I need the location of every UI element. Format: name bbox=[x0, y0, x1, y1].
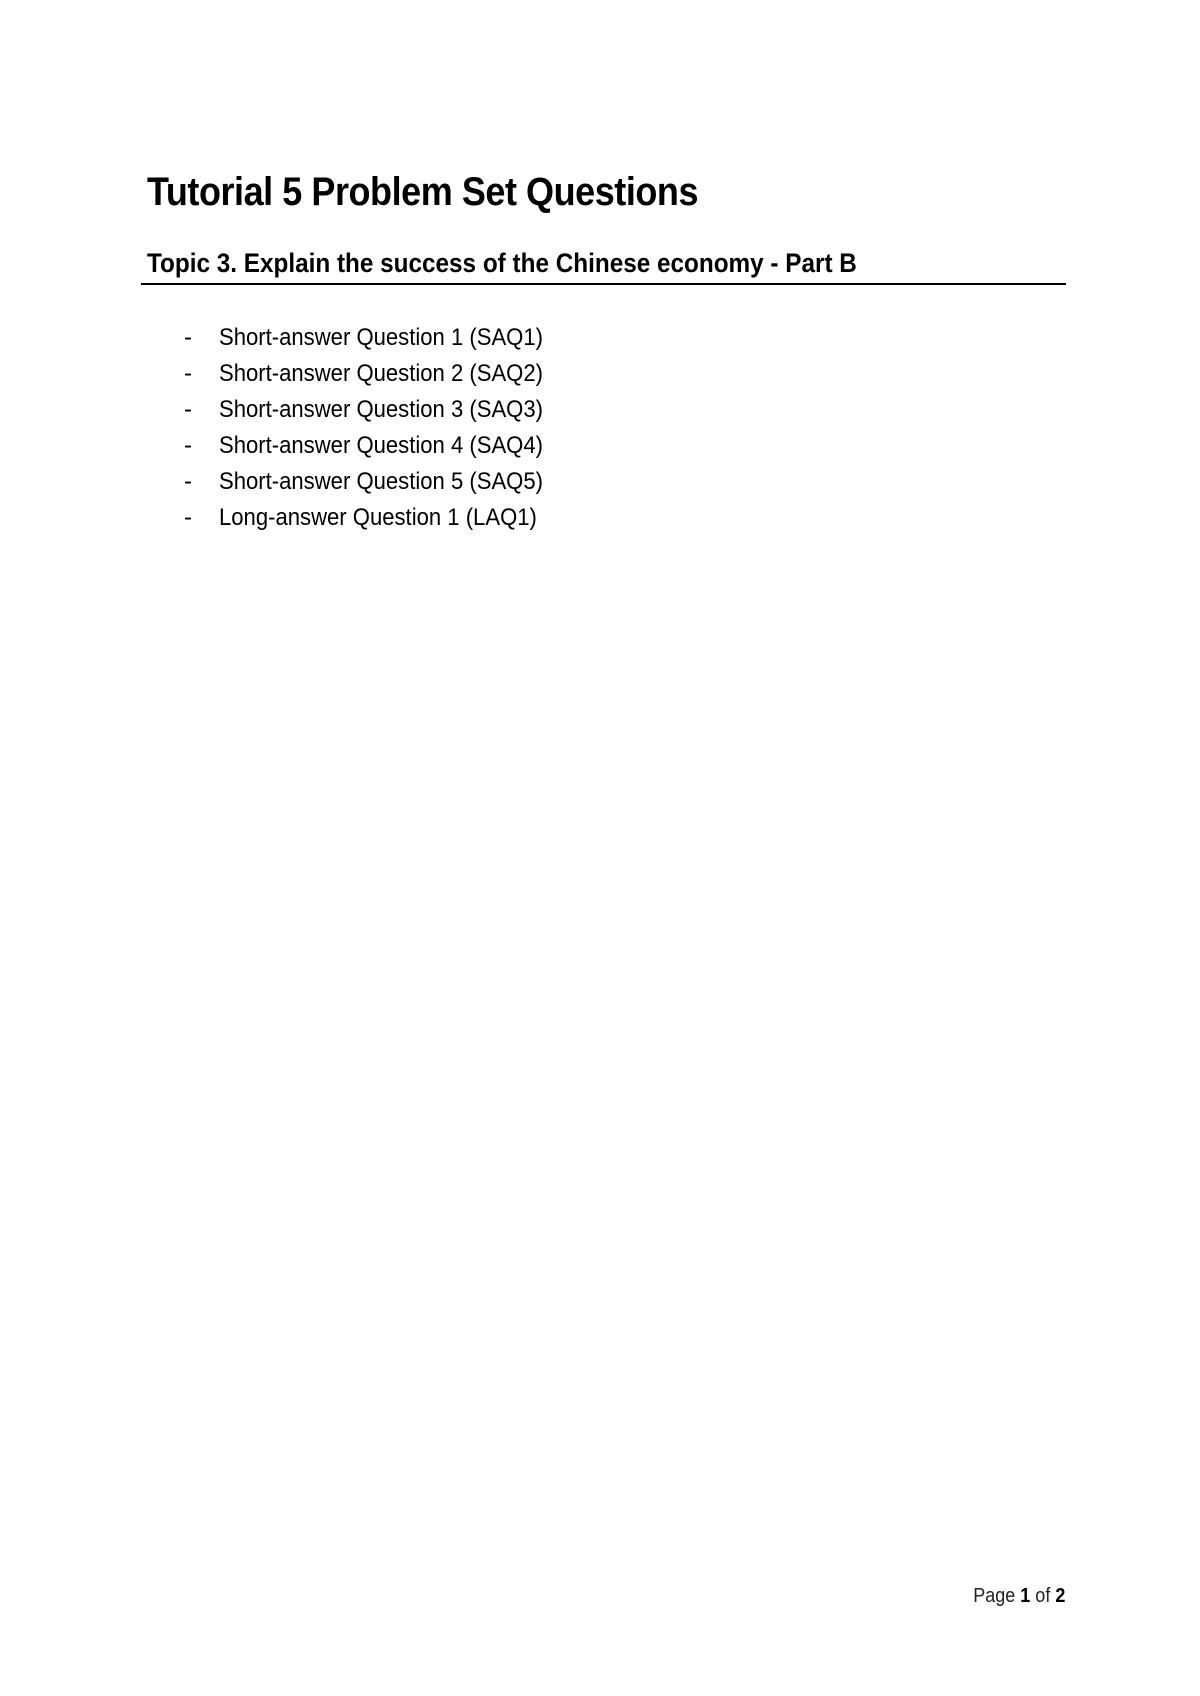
question-label: Short-answer Question 5 (SAQ5) bbox=[219, 468, 543, 495]
bullet-dash: - bbox=[184, 468, 192, 495]
bullet-dash: - bbox=[184, 360, 192, 387]
current-page-number: 1 bbox=[1019, 1585, 1030, 1607]
question-label: Long-answer Question 1 (LAQ1) bbox=[219, 504, 537, 531]
page-title: Tutorial 5 Problem Set Questions bbox=[147, 170, 699, 214]
page-number bbox=[973, 1585, 1065, 1608]
list-item bbox=[184, 500, 571, 536]
list-item bbox=[184, 464, 571, 500]
bullet-dash: - bbox=[184, 396, 192, 423]
list-item bbox=[184, 428, 571, 464]
bullet-dash: - bbox=[184, 504, 192, 531]
question-label: Short-answer Question 1 (SAQ1) bbox=[219, 324, 543, 351]
total-pages-number: 2 bbox=[1054, 1585, 1065, 1607]
question-label: Short-answer Question 4 (SAQ4) bbox=[219, 432, 543, 459]
bullet-dash: - bbox=[184, 432, 192, 459]
question-label: Short-answer Question 2 (SAQ2) bbox=[219, 360, 543, 387]
question-list bbox=[184, 320, 571, 536]
question-label: Short-answer Question 3 (SAQ3) bbox=[219, 396, 543, 423]
heading-underline bbox=[141, 283, 1066, 285]
list-item bbox=[184, 320, 571, 356]
of-word: of bbox=[1034, 1585, 1050, 1607]
page-word: Page bbox=[972, 1585, 1015, 1607]
list-item bbox=[184, 356, 571, 392]
topic-heading: Topic 3. Explain the success of the Chinese economy - Part B bbox=[147, 248, 857, 278]
list-item bbox=[184, 392, 571, 428]
bullet-dash: - bbox=[184, 324, 192, 351]
